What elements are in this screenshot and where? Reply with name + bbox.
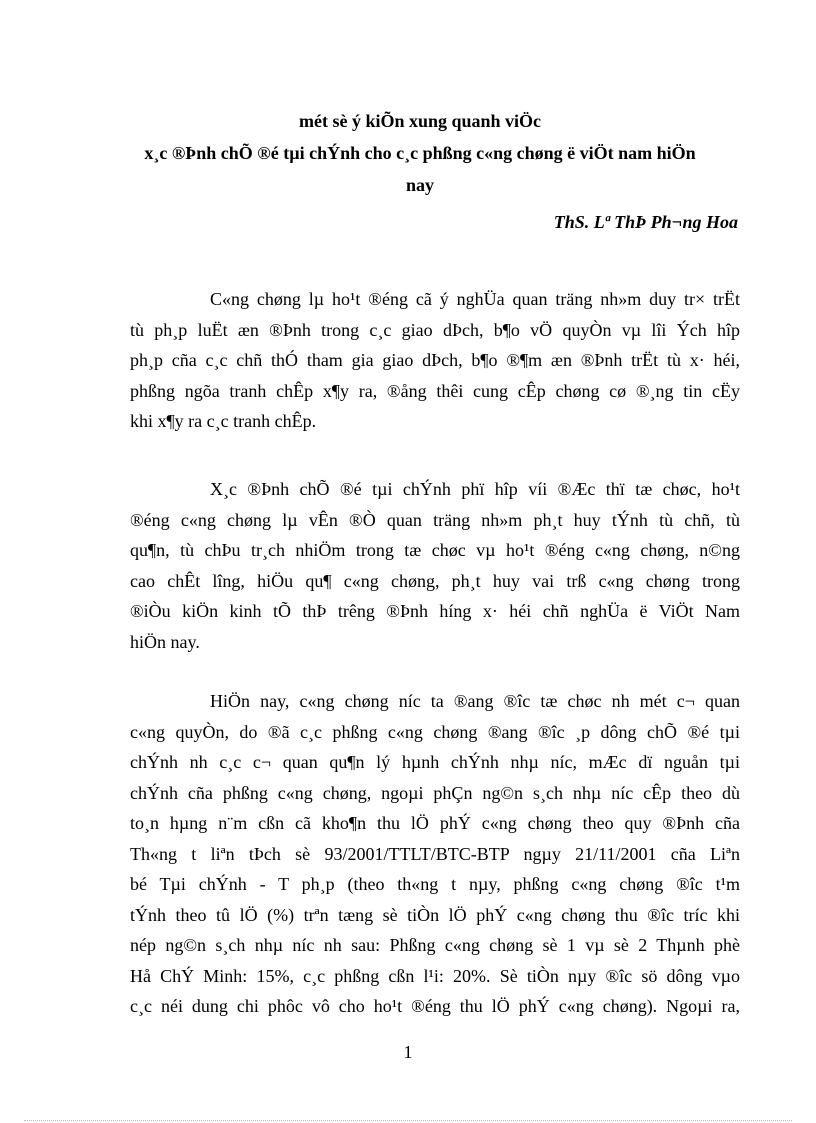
- paragraph-line: chÝnh cña phßng c«ng chøng, ngoµi phÇn ng©n s¸ch nhµ níc cÊp theo dù: [130, 782, 740, 803]
- paragraph-line: qu¶n, tù chÞu tr¸ch nhiÖm trong tæ chøc vµ ho¹t ®éng c«ng chøng, n©ng: [130, 540, 740, 560]
- paragraph-line: tÝnh theo tû lÖ (%) trªn tæng sè tiÒn lÖ phÝ c«ng chøng thu ®îc tríc khi: [130, 904, 740, 925]
- paragraph-line: X¸c ®Þnh chÕ ®é tµi chÝnh phï hîp víi ®Æc thï tæ chøc, ho¹t: [210, 479, 740, 499]
- paragraph-line: c«ng quyÒn, do ®ã c¸c phßng c«ng chøng ®ang ®îc ¸p dông chÕ ®é tµi: [130, 721, 740, 742]
- paragraph-line: chÝnh nh c¸c c¬ quan qu¶n lý hµnh chÝnh nhµ níc, mÆc dï nguån tµi: [130, 752, 740, 772]
- paragraph-line: C«ng chøng lµ ho¹t ®éng cã ý nghÜa quan träng nh»m duy tr× trËt: [210, 289, 740, 309]
- paragraph-line: khi x¶y ra c¸c tranh chÊp.: [130, 411, 317, 431]
- title-line: x¸c ®Þnh chÕ ®é tµi chÝnh cho c¸c phßng c«ng chøng ë viÖt nam hiÖn: [144, 143, 696, 163]
- paragraph-line: HiÖn nay, c«ng chøng níc ta ®ang ®îc tæ chøc nh mét c¬ quan: [210, 691, 740, 711]
- page-number: 1: [403, 1042, 413, 1062]
- paragraph: [130, 474, 740, 657]
- paragraph-line: ®iÒu kiÖn kinh tÕ thÞ trêng ®Þnh híng x· héi chñ nghÜa ë ViÖt Nam: [130, 601, 740, 621]
- paragraph-line: Th«ng t liªn tÞch sè 93/2001/TTLT/BTC-BTP ngµy 21/11/2001 cña Liªn: [130, 843, 740, 864]
- paragraph-line: ph¸p cña c¸c chñ thÓ tham gia giao dÞch, b¶o ®¶m æn ®Þnh trËt tù x· héi,: [130, 350, 740, 370]
- author-name: ThS. Lª ThÞ Ph¬ng Hoa: [553, 212, 738, 232]
- paragraph-line: ®éng c«ng chøng lµ vÊn ®Ò quan träng nh»m ph¸t huy tÝnh tù chñ, tù: [130, 509, 740, 530]
- paragraph-line: cao chÊt lîng, hiÖu qu¶ c«ng chøng, ph¸t huy vai trß c«ng chøng trong: [130, 570, 740, 591]
- paragraph: [130, 686, 740, 1022]
- paragraph-line: Hå ChÝ Minh: 15%, c¸c phßng cßn l¹i: 20%. Sè tiÒn nµy ®îc sö dông vµo: [130, 965, 740, 986]
- paragraph-line: phßng ngõa tranh chÊp x¶y ra, ®ång thêi cung cÊp chøng cø ®¸ng tin cËy: [130, 380, 740, 401]
- paragraph-line: c¸c néi dung chi phôc vô cho ho¹t ®éng thu lÖ phÝ c«ng chøng). Ngoµi ra,: [130, 996, 740, 1016]
- paragraph-line: nép ng©n s¸ch nhµ níc nh sau: Phßng c«ng chøng sè 1 vµ sè 2 Thµnh phè: [130, 935, 740, 955]
- page-bottom-divider: [24, 1120, 792, 1121]
- paragraph-line: hiÖn nay.: [130, 631, 200, 652]
- paragraph-line: tù ph¸p luËt æn ®Þnh trong c¸c giao dÞch, b¶o vÖ quyÒn vµ lîi Ých hîp: [130, 319, 740, 340]
- paragraph: [130, 284, 740, 437]
- title-line: mét sè ý kiÕn xung quanh viÖc: [298, 111, 542, 131]
- document-title: [100, 105, 740, 201]
- paragraph-line: to¸n hµng n¨m cßn cã kho¶n thu lÖ phÝ c«ng chøng theo quy ®Þnh cña: [130, 813, 740, 833]
- title-line: nay: [405, 175, 434, 195]
- paragraph-line: bé Tµi chÝnh - T ph¸p (theo th«ng t nµy, phßng c«ng chøng ®îc t¹m: [130, 874, 740, 894]
